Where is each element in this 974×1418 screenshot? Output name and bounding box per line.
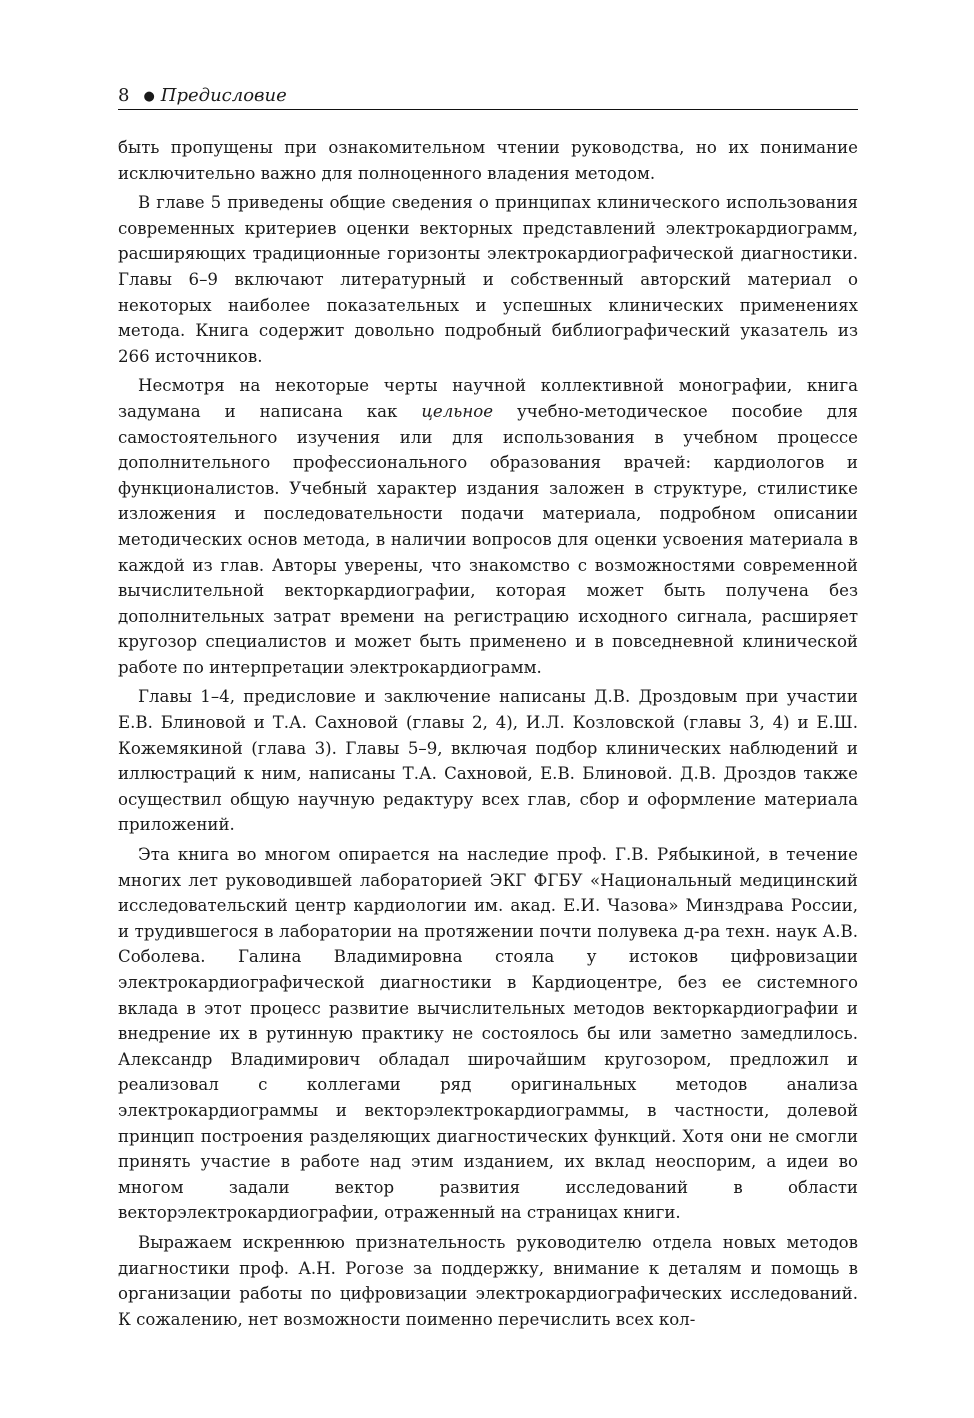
running-title: Предисловие	[160, 85, 287, 106]
paragraph-text: учебно-методическое пособие для самостоятельного изучения или для использования в учебном процессе дополнительного профессионального образования врачей: кардиологов и функционалистов. Учебный характер издания заложен в структуре, стилистике изложения и последовательности подачи материала, подробном описании методических основ метода, в наличии вопросов для оценки усвоения материала в каждой из глав. Авторы уверены, что знакомство с возможностями современной вычислительной векторкардиографии, которая может быть получена без дополнительных затрат времени на регистрацию исходного сигнала, расширяет кругозор специалистов и может быть применено и в повседневной клинической работе по интерпретации электрокардиограмм.	[118, 401, 858, 677]
paragraph-authorship: Главы 1–4, предисловие и заключение написаны Д.В. Дроздовым при участии Е.В. Блиновой и Т.А. Сахновой (главы 2, 4), И.Л. Козловской (главы 3, 4) и Е.Ш. Кожемякиной (глава 3). Главы 5–9, включая подбор клинических наблюдений и иллюстраций к ним, написаны Т.А. Сахновой, Е.В. Блиновой. Д.В. Дроздов также осуществил общую научную редактуру всех глав, сбор и оформление материала приложений.	[118, 687, 858, 835]
paragraph-chapter-5: В главе 5 приведены общие сведения о принципах клинического использования современных критериев оценки векторных представлений электрокардиограмм, расширяющих традиционные горизонты электрокардиографической диагностики. Главы 6–9 включают литературный и собственный авторский материал о некоторых наиболее показательных и успешных клинических применениях метода. Книга содержит довольно подробный библиографический указатель из 266 источников.	[118, 193, 858, 366]
paragraph-book-purpose	[118, 373, 858, 680]
body-text	[118, 135, 858, 1336]
running-header	[118, 84, 858, 110]
bullet-icon: ●	[143, 89, 155, 104]
paragraph-legacy: Эта книга во многом опирается на наследие проф. Г.В. Рябыкиной, в течение многих лет руководившей лабораторией ЭКГ ФГБУ «Национальный медицинский исследовательский центр кардиологии им. акад. Е.И. Чазова» Минздрава России, и трудившегося в лаборатории на протяжении почти полувека д-ра техн. наук А.В. Соболева. Галина Владимировна стояла у истоков цифровизации электрокардиографической диагностики в Кардиоцентре, без ее системного вклада в этот процесс развитие вычислительных методов векторкардиографии и внедрение их в рутинную практику не состоялось бы или заметно замедлилось. Александр Владимирович обладал широчайшим кругозором, предложил и реализовал с коллегами ряд оригинальных методов анализа электрокардиограммы и векторэлектрокардиограммы, в частности, долевой принцип построения разделяющих диагностических функций. Хотя они не смогли принять участие в работе над этим изданием, их вклад неоспорим, а идеи во многом задали вектор развития исследований в области векторэлектрокардиографии, отраженный на страницах книги.	[118, 845, 858, 1223]
paragraph-acknowledgement: Выражаем искреннюю признательность руководителю отдела новых методов диагностики проф. А.Н. Рогозе за поддержку, внимание к деталям и помощь в организации работы по цифровизации электрокардиографических исследований. К сожалению, нет возможности поименно перечислить всех кол-	[118, 1232, 858, 1329]
emphasized-word: цельное	[421, 401, 494, 421]
page-number: 8	[118, 85, 130, 106]
paragraph-continuation: быть пропущены при ознакомительном чтении руководства, но их понимание исключительно важно для полноценного владения методом.	[118, 138, 858, 183]
paragraph-text: Несмотря на некоторые черты научной коллективной монографии, книга задумана и написана как	[118, 376, 858, 421]
